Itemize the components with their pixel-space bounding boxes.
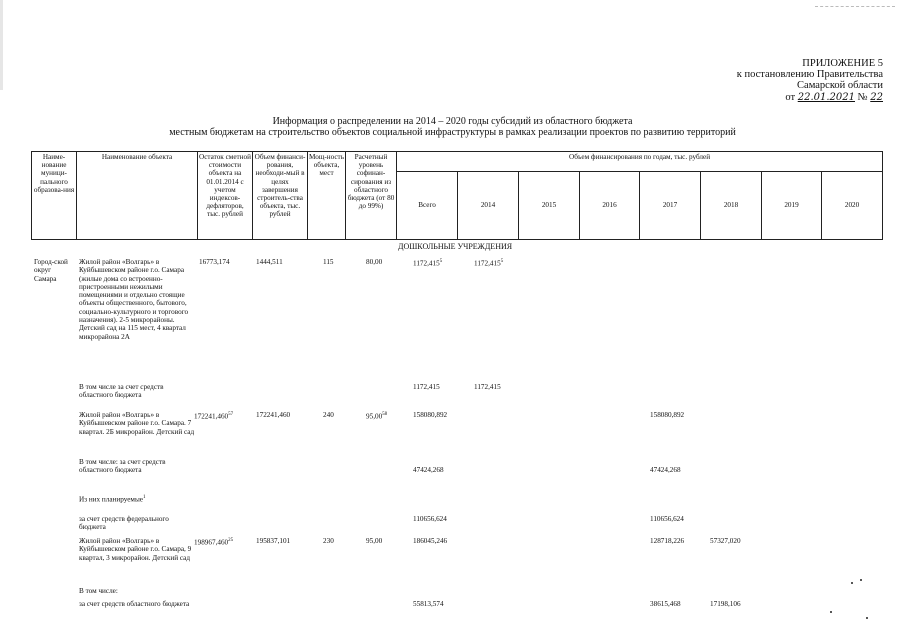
header-years-group: Объем финансирования по годам, тыс. рублей (397, 152, 883, 172)
row-capacity: 230 (323, 537, 334, 545)
header-capacity: Мощ-ность объекта, мест (308, 152, 346, 240)
date-value: 22.01.2021 (797, 92, 855, 103)
row-2017: 47424,268 (650, 466, 681, 474)
row-remaining-cost: 172241,460$^{57}$ (194, 412, 234, 421)
appendix-line1: к постановлению Правительства (736, 69, 883, 80)
row-2014: 1172,415$^5$ (474, 259, 504, 268)
row-2017: 128718,226 (650, 537, 685, 545)
row-total: 1172,415 (413, 383, 440, 391)
row-2017: 158080,892 (650, 411, 685, 419)
row-2014: 1172,415 (474, 383, 501, 391)
header-year-2019: 2019 (762, 172, 822, 240)
row-object: Жилой район «Волгарь» в Куйбышевском районе г.о. Самара. 7 квартал. 2Б микрорайон. Детский сад (79, 411, 195, 436)
date-prefix: от (785, 92, 796, 103)
row-cofinancing: 95,00$^{58}$ (366, 412, 388, 421)
row-total: 1172,415$^5$ (413, 259, 443, 268)
row-object: Жилой район «Волгарь» в Куйбышевском районе г.о. Самара (жилые дома со встроенно-пристроенными нежилыми помещениями и отдельно стоящие объекты общественного, бытового, социально-культурного и торгового назначения). 2-5 микрорайоны. Детский сад на 115 мест, 4 квартал микрорайона 2А (79, 258, 189, 341)
doc-title-line1: Информация о распределении на 2014 – 2020 годы субсидий из областного бюджета (272, 116, 633, 127)
header-object: Наименование объекта (77, 152, 198, 240)
table-header (31, 151, 883, 240)
row-total: 158080,892 (413, 411, 448, 419)
scan-speck (851, 582, 853, 584)
scan-edge (0, 0, 3, 90)
row-capacity: 240 (323, 411, 334, 419)
header-cofinancing: Расчетный уровень софинан-сирования из областного бюджета (от 80 до 99%) (346, 152, 397, 240)
number-value: 22 (870, 92, 883, 103)
header-year-2018: 2018 (701, 172, 762, 240)
scan-speck (860, 579, 862, 581)
row-total: 47424,268 (413, 466, 444, 474)
header-year-2017: 2017 (640, 172, 701, 240)
row-object: В том числе: (79, 587, 118, 595)
header-municipality: Наиме-нование муници-пального образова-ния (32, 152, 77, 240)
row-volume: 1444,511 (256, 258, 283, 266)
section-title: ДОШКОЛЬНЫЕ УЧРЕЖДЕНИЯ (398, 242, 513, 251)
header-year-2020: 2020 (822, 172, 883, 240)
row-cofinancing: 80,00 (366, 258, 383, 266)
row-volume: 172241,460 (256, 411, 291, 419)
municipality-name: Город-ской округ Самара (34, 258, 68, 283)
row-2018: 57327,020 (710, 537, 741, 545)
row-volume: 195837,101 (256, 537, 291, 545)
row-object: за счет средств областного бюджета (79, 600, 190, 608)
row-remaining-cost: 16773,174 (199, 258, 230, 266)
row-object: Жилой район «Волгарь» в Куйбышевском районе г.о. Самара, 9 квартал, 3 микрорайон. Детский сад (79, 537, 192, 562)
scan-speck (866, 617, 868, 619)
row-cofinancing: 95,00 (366, 537, 383, 545)
appendix-date-line (785, 92, 883, 104)
row-2017: 38615,468 (650, 600, 681, 608)
row-2018: 17198,106 (710, 600, 741, 608)
header-year-2014: 2014 (458, 172, 519, 240)
row-total: 110656,624 (413, 515, 447, 523)
header-remaining-cost: Остаток сметной стоимости объекта на 01.01.2014 с учетом индексов-дефляторов, тыс. рублей (198, 152, 253, 240)
row-capacity: 115 (323, 258, 334, 266)
row-2017: 110656,624 (650, 515, 684, 523)
scan-speck (830, 611, 832, 613)
doc-title-line2: местным бюджетам на строительство объектов социальной инфраструктуры в рамках реализации проектов по развитию территорий (169, 127, 736, 138)
header-volume: Объем финанси-рования, необходи-мый в целях завершения строитель-ства объекта, тыс. рублей (253, 152, 308, 240)
header-year-total: Всего (397, 172, 458, 240)
scan-corner-mark (815, 0, 895, 7)
row-total: 186045,246 (413, 537, 448, 545)
row-total: 55813,574 (413, 600, 444, 608)
row-object: Из них планируемые$^1$ (79, 495, 146, 504)
appendix-line2: Самарской области (797, 80, 883, 91)
row-object: В том числе: за счет средств областного бюджета (79, 458, 166, 475)
appendix-title: ПРИЛОЖЕНИЕ 5 (802, 58, 883, 69)
row-remaining-cost: 198967,460$^{25}$ (194, 538, 234, 547)
row-object: за счет средств федерального бюджета (79, 515, 169, 532)
row-object: В том числе за счет средств областного бюджета (79, 383, 164, 400)
header-year-2016: 2016 (580, 172, 640, 240)
header-year-2015: 2015 (519, 172, 580, 240)
number-prefix: № (857, 92, 868, 103)
